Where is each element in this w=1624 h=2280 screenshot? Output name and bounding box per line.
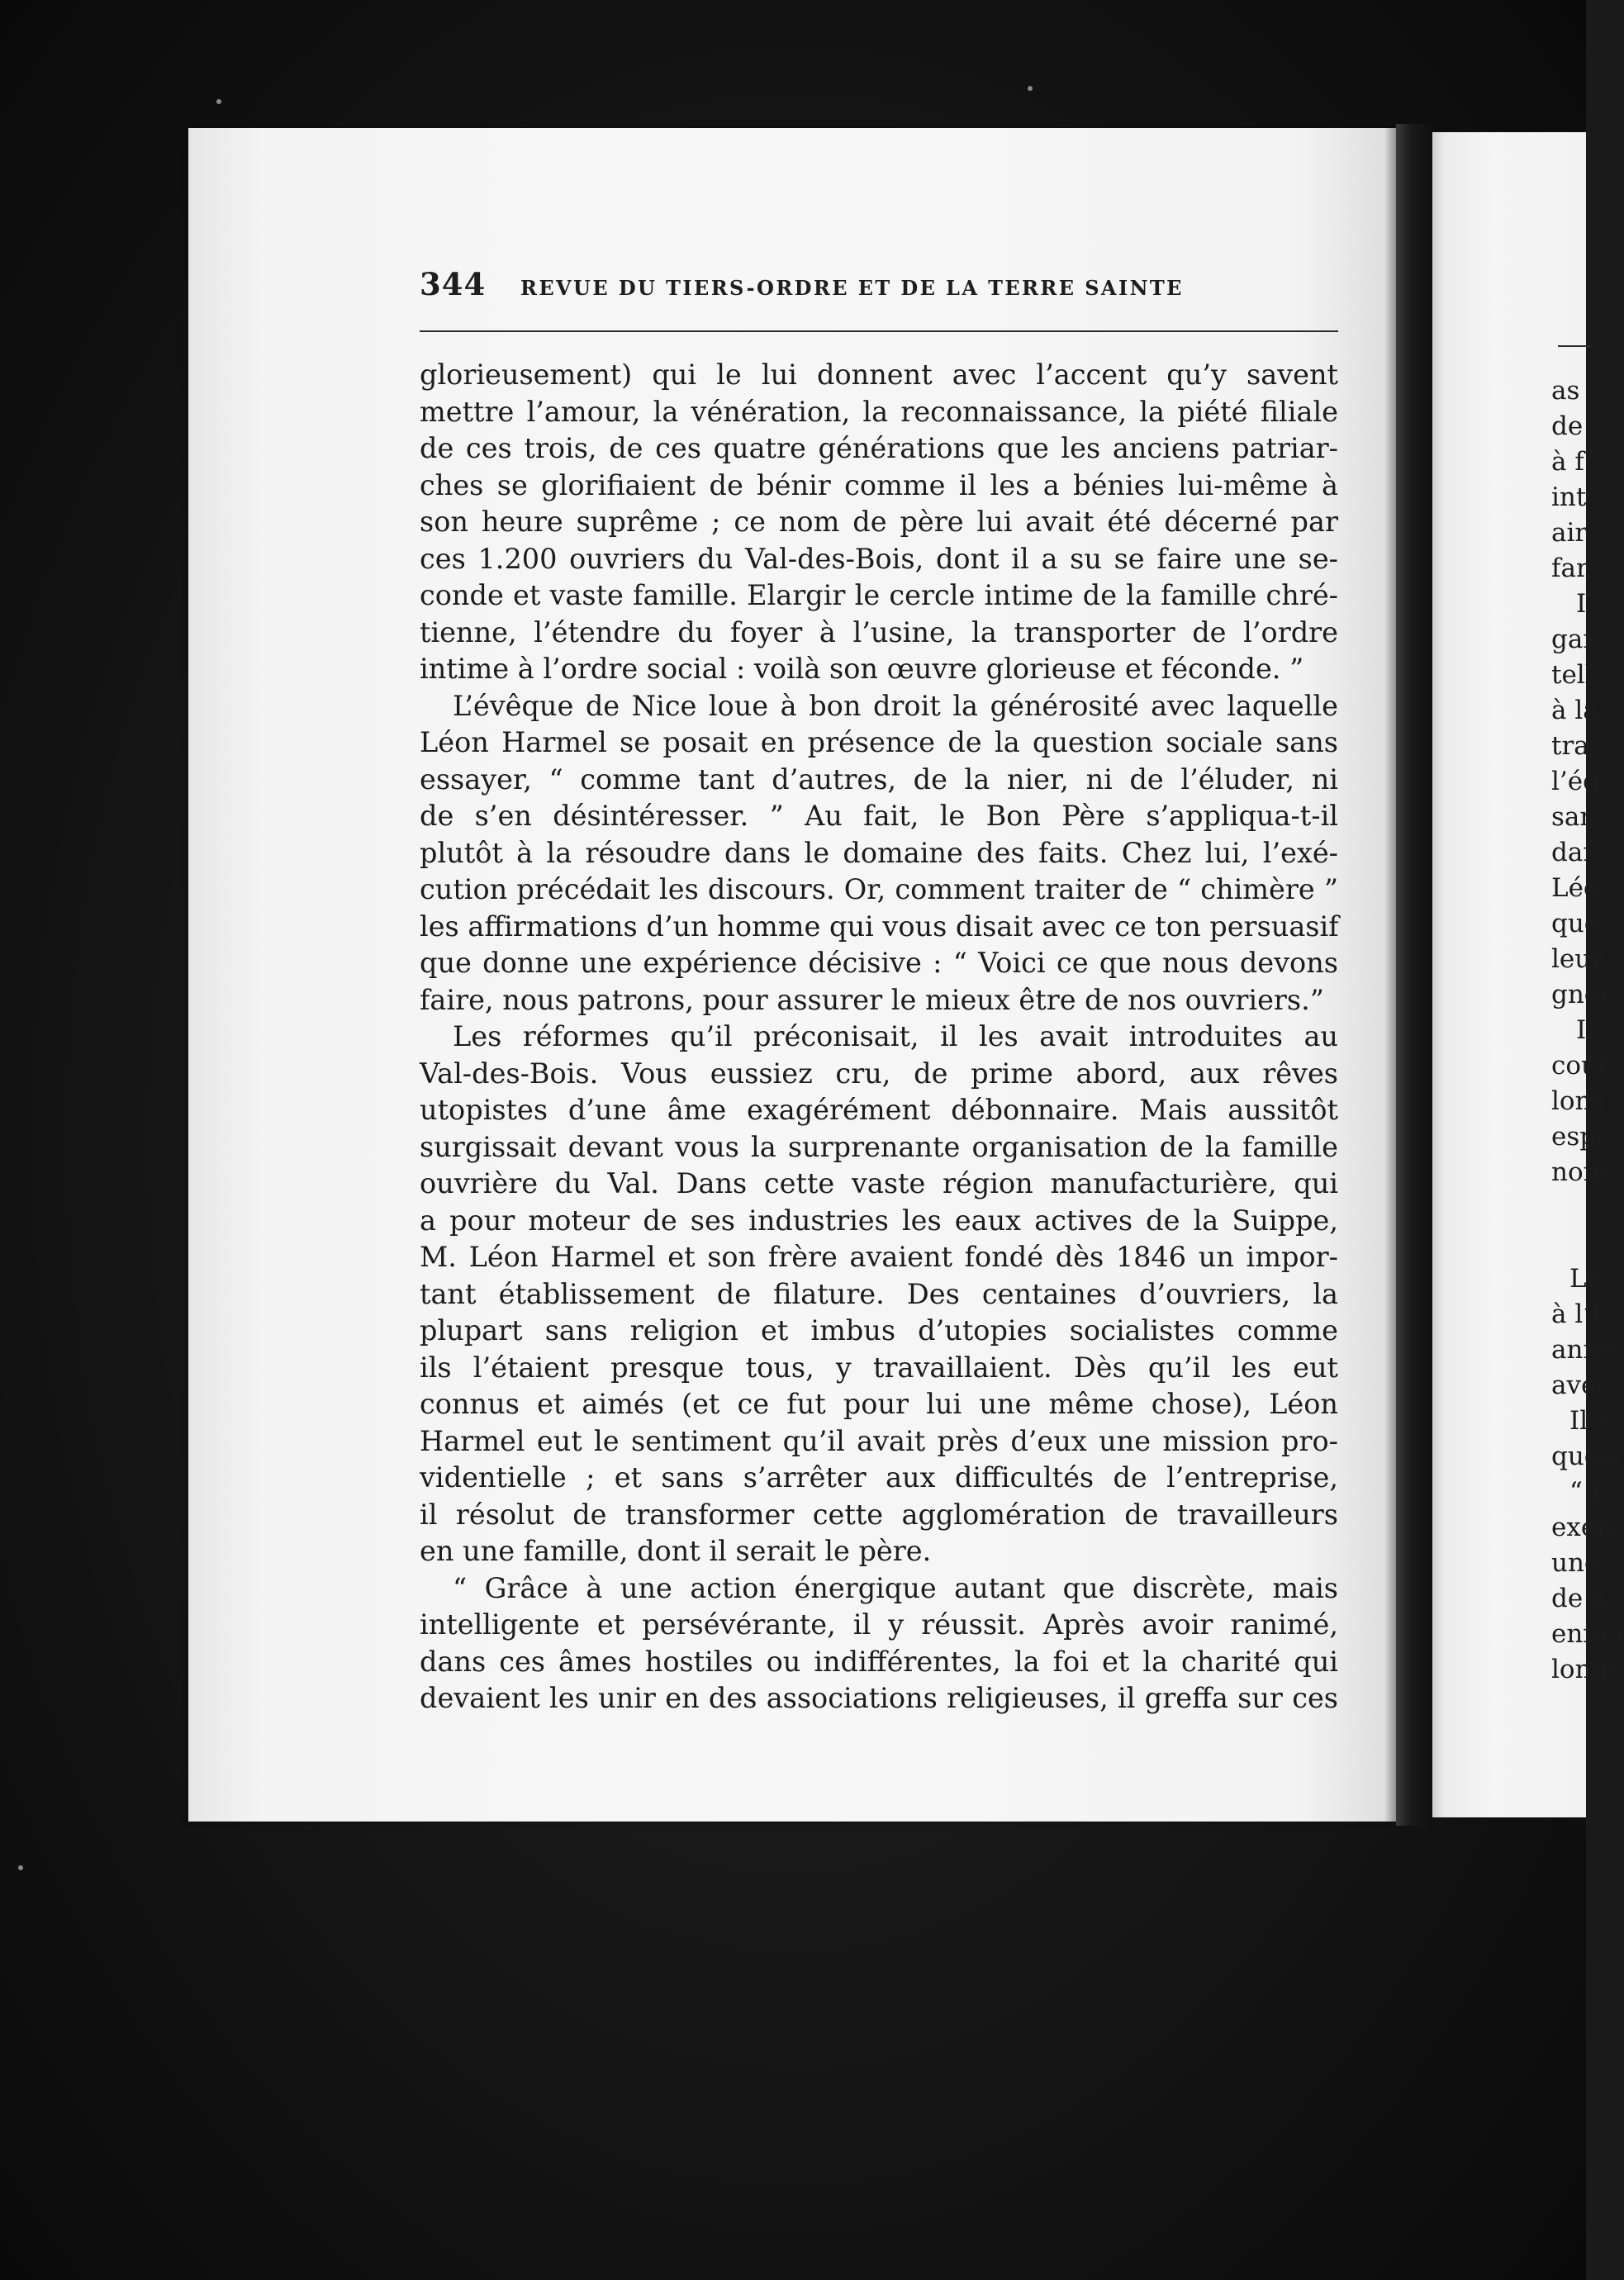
text-line: surgissait devant vous la surprenante organisation de la famille	[420, 1130, 1338, 1163]
fragment-line: que	[1551, 909, 1600, 938]
text-line: devaient les unir en des associations religieuses, il greffa sur ces	[420, 1682, 1338, 1714]
text-line: essayer, “ comme tant d’autres, de la nier, ni de l’éluder, ni	[420, 762, 1338, 796]
fragment-line: Léo	[1551, 873, 1599, 903]
fragment-line: Le	[1569, 1264, 1602, 1294]
fragment-line: I	[1576, 589, 1587, 619]
fragment-line: san	[1551, 802, 1597, 832]
fragment-line: gar	[1551, 625, 1596, 654]
fragment-line: à f	[1551, 447, 1584, 477]
text-line: tienne, l’étendre du foyer à l’usine, la transporter de l’ordre	[420, 615, 1338, 648]
text-line: a pour moteur de ses industries les eaux actives de la Suippe,	[420, 1204, 1338, 1237]
text-line: conde et vaste famille. Elargir le cercle intime de la famille chré-	[420, 579, 1338, 611]
fragment-line: l’éq	[1551, 767, 1599, 796]
text-line: ils l’étaient presque tous, y travaillaient. Dès qu’il les eut	[420, 1351, 1338, 1384]
text-line: de ces trois, de ces quatre générations que les anciens patriar-	[420, 432, 1338, 464]
text-line: dans ces âmes hostiles ou indifférentes, la foi et la charité qui	[420, 1645, 1338, 1678]
text-line: son heure suprême ; ce nom de père lui avait été décerné par	[420, 506, 1338, 538]
fragment-line: as	[1551, 376, 1580, 406]
running-title: REVUE DU TIERS-ORDRE ET DE LA TERRE SAINTE	[520, 276, 1184, 300]
fragment-line: espr	[1551, 1122, 1608, 1152]
right-page-text	[1551, 373, 1624, 1688]
fragment-line: nom	[1551, 1157, 1608, 1187]
fragment-line: gner	[1551, 980, 1612, 1009]
fragment-line: anné	[1551, 1335, 1615, 1365]
fragment-line: avec	[1551, 1370, 1611, 1400]
text-line: plupart sans religion et imbus d’utopies socialistes comme	[420, 1314, 1338, 1347]
fragment-line: Il a	[1569, 1406, 1612, 1436]
text-line: “ Grâce à une action énergique autant que discrète, mais	[453, 1571, 1338, 1604]
header-rule	[420, 330, 1338, 332]
text-line: Léon Harmel se posait en présence de la question sociale sans	[420, 726, 1338, 758]
text-line: utopistes d’une âme exagérément débonnaire. Mais aussitôt	[420, 1094, 1338, 1126]
book-gutter	[1396, 124, 1432, 1826]
fragment-line: far	[1551, 553, 1588, 583]
running-head	[420, 266, 1338, 307]
text-line: cution précédait les discours. Or, comment traiter de “ chimère ”	[420, 873, 1338, 905]
text-line: en une famille, dont il serait le père.	[420, 1535, 932, 1567]
text-line: connus et aimés (et ce fut pour lui une même chose), Léon	[420, 1388, 1338, 1420]
fragment-line: enfan	[1551, 1619, 1624, 1649]
text-line: intime à l’ordre social : voilà son œuvre glorieuse et féconde. ”	[420, 653, 1304, 685]
fragment-line: exerc	[1551, 1513, 1623, 1542]
text-line: glorieusement) qui le lui donnent avec l’accent qu’y savent	[420, 359, 1338, 391]
text-line: mettre l’amour, la vénération, la reconnaissance, la piété filiale	[420, 395, 1338, 428]
text-line: que donne une expérience décisive : “ Voici ce que nous devons	[420, 947, 1338, 979]
text-line: Les réformes qu’il préconisait, il les avait introduites au	[453, 1020, 1338, 1052]
dust-speck	[18, 1865, 23, 1870]
fragment-line: “ I	[1569, 1477, 1601, 1507]
text-line: tant établissement de filature. Des centaines d’ouvriers, la	[420, 1277, 1338, 1310]
right-page-header-rule	[1558, 345, 1591, 347]
fragment-line: tra	[1551, 731, 1589, 761]
text-line: L’évêque de Nice loue à bon droit la générosité avec laquelle	[453, 689, 1338, 722]
text-line: ces 1.200 ouvriers du Val-des-Bois, dont il a su se faire une se-	[420, 542, 1338, 575]
fragment-line: à l’l	[1551, 1299, 1600, 1329]
fragment-line: quels	[1551, 1442, 1621, 1471]
section-gap	[1551, 1190, 1601, 1261]
text-line: videntielle ; et sans s’arrêter aux difficultés de l’entreprise,	[420, 1461, 1338, 1494]
text-line: de s’en désintéresser. ” Au fait, le Bon Père s’appliqua-t-il	[420, 800, 1338, 832]
text-line: il résolut de transformer cette agglomération de travailleurs	[420, 1498, 1338, 1531]
text-line: intelligente et persévérante, il y réussit. Après avoir ranimé,	[420, 1608, 1338, 1641]
body-text	[420, 357, 1338, 1717]
fragment-line: dar	[1551, 838, 1596, 867]
text-line: Val-des-Bois. Vous eussiez cru, de prime abord, aux rêves	[420, 1057, 1338, 1090]
fragment-line: à la	[1551, 696, 1598, 725]
fragment-line: lons	[1551, 1086, 1605, 1116]
text-line: faire, nous patrons, pour assurer le mieux être de nos ouvriers.”	[420, 983, 1324, 1016]
text-line: ouvrière du Val. Dans cette vaste région manufacturière, qui	[420, 1167, 1338, 1199]
fragment-line: longt	[1551, 1655, 1618, 1684]
text-line: M. Léon Harmel et son frère avaient fondé dès 1846 un impor-	[420, 1241, 1338, 1273]
dust-speck	[1028, 86, 1033, 91]
fragment-line: air	[1551, 518, 1588, 548]
fragment-line: Il	[1576, 1015, 1595, 1045]
fragment-line: tell	[1551, 660, 1593, 690]
page-number: 344	[420, 266, 487, 302]
fragment-line: int	[1551, 482, 1587, 512]
fragment-line: leur	[1551, 944, 1604, 974]
fragment-line: de	[1551, 411, 1584, 441]
text-line: les affirmations d’un homme qui vous disait avec ce ton persuasif	[420, 910, 1339, 943]
dust-speck	[216, 99, 221, 104]
text-line: ches se glorifiaient de bénir comme il les a bénies lui-même à	[420, 468, 1338, 501]
fragment-line: cour	[1551, 1051, 1610, 1081]
fragment-line: une	[1551, 1548, 1600, 1578]
text-line: plutôt à la résoudre dans le domaine des faits. Chez lui, l’exé-	[420, 836, 1338, 869]
text-line: Harmel eut le sentiment qu’il avait près d’eux une mission pro-	[420, 1424, 1338, 1457]
fragment-line: de n	[1551, 1584, 1608, 1613]
